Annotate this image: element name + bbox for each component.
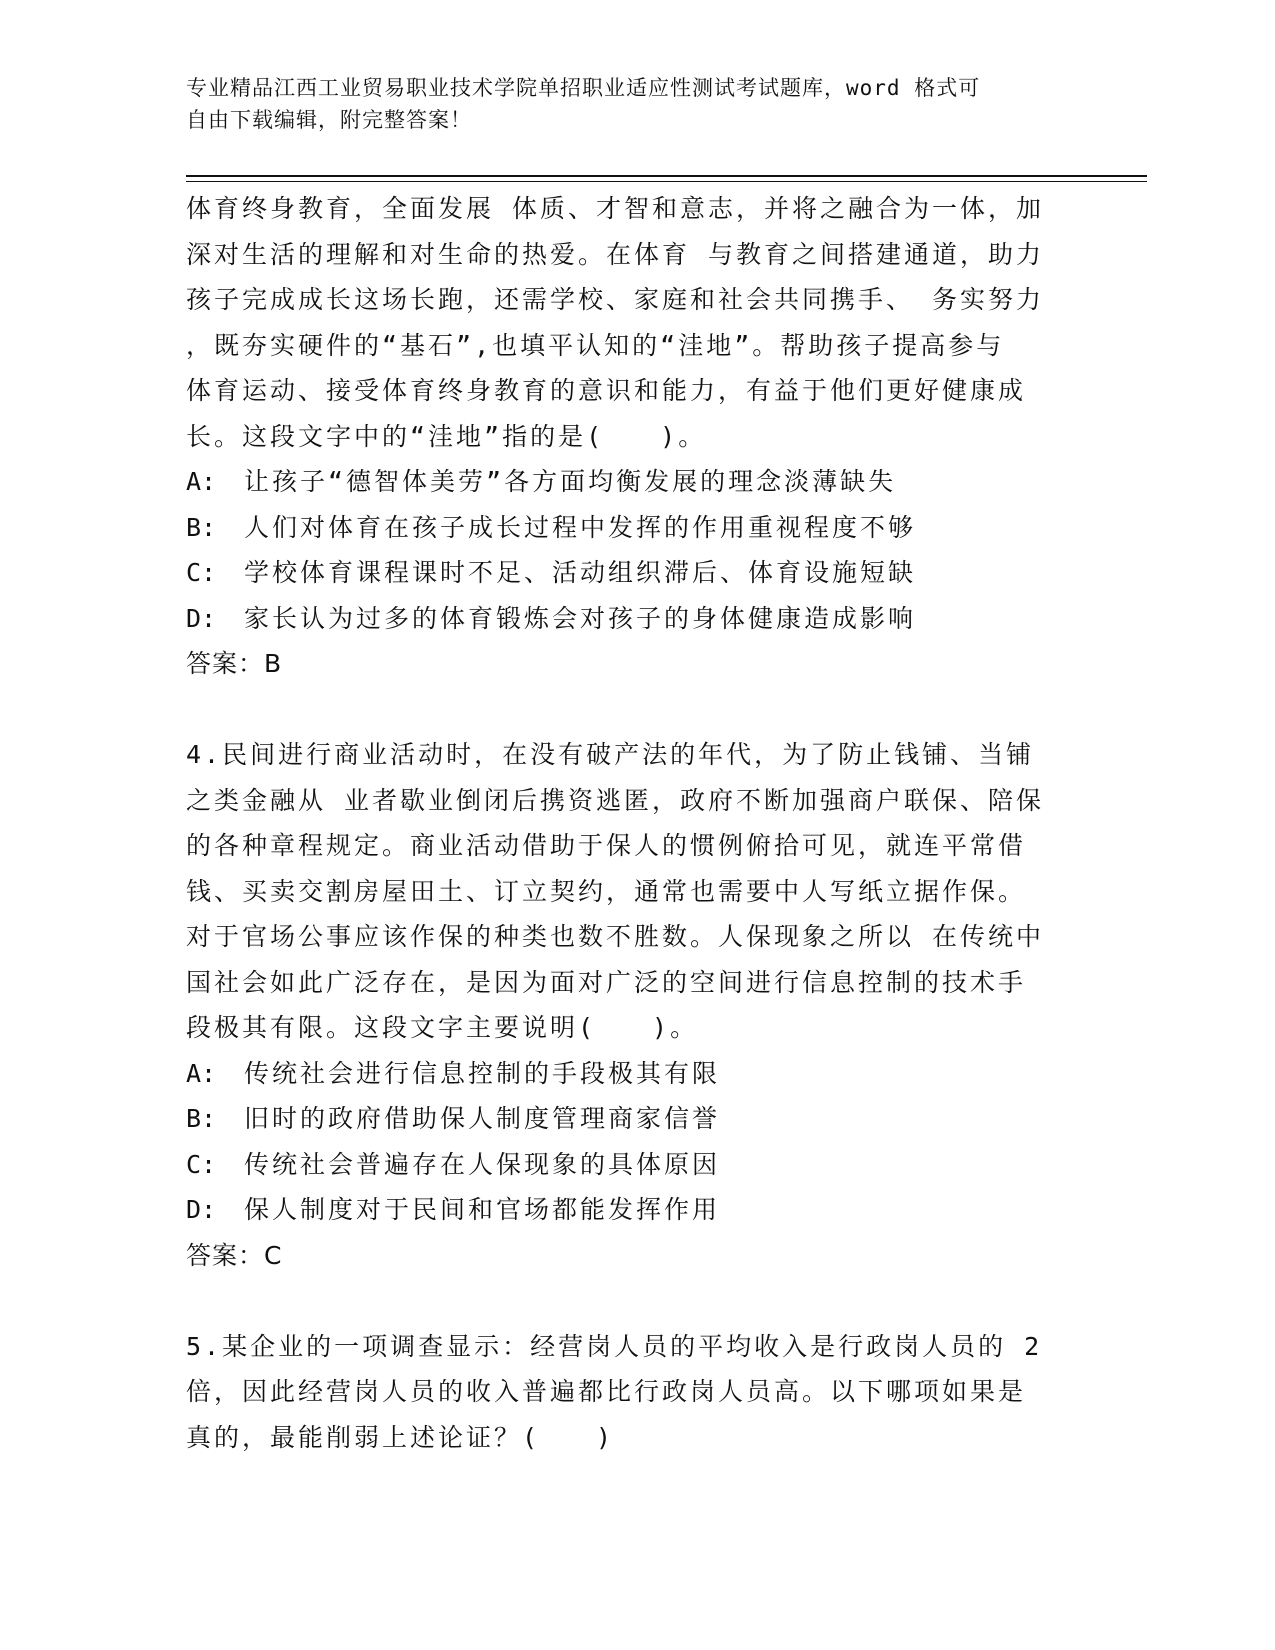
question-line: 5.某企业的一项调查显示：经营岗人员的平均收入是行政岗人员的 2 (186, 1331, 1043, 1361)
question-block-5 (186, 1324, 1066, 1461)
option-text: 学校体育课程课时不足、活动组织滞后、体育设施短缺 (244, 558, 917, 587)
question-line: 体育运动、接受体育终身教育的意识和能力，有益于他们更好健康成 (186, 376, 1027, 405)
question-line: 真的，最能削弱上述论证？( ) (186, 1422, 615, 1452)
question-line: 体育终身教育，全面发展 体质、才智和意志，并将之融合为一体，加 (186, 194, 1045, 223)
question-line: ，既夯实硬件的“基石”,也填平认知的“洼地”。帮助孩子提高参与 (186, 330, 1005, 360)
option-label: A: (186, 1058, 217, 1088)
question-line: 孩子完成成长这场长跑，还需学校、家庭和社会共同携手、 务实努力 (186, 285, 1045, 314)
question-line: 段极其有限。这段文字主要说明( )。 (186, 1013, 699, 1042)
option-b (186, 505, 1066, 551)
option-text: 旧时的政府借助保人制度管理商家信誉 (244, 1104, 721, 1133)
option-a (186, 459, 1066, 505)
option-label: D: (186, 1195, 217, 1224)
spacer (186, 687, 1066, 733)
option-c (186, 550, 1066, 596)
header-line-2: 自由下载编辑，附完整答案！ (186, 108, 472, 132)
question-line: 的各种章程规定。商业活动借助于保人的惯例俯拾可见，就连平常借 (186, 831, 1027, 860)
header-rule-thin (186, 181, 1147, 182)
option-label: A: (186, 467, 217, 496)
question-line: 长。这段文字中的“洼地”指的是( )。 (186, 421, 707, 451)
option-label: B: (186, 1104, 217, 1133)
option-d (186, 596, 1066, 642)
option-d (186, 1187, 1066, 1233)
option-b (186, 1096, 1066, 1142)
option-a (186, 1051, 1066, 1097)
question-content (186, 186, 1066, 1460)
option-c (186, 1142, 1066, 1188)
header-line-1: 专业精品江西工业贸易职业技术学院单招职业适应性测试考试题库，word 格式可 (186, 76, 981, 100)
option-text: 传统社会进行信息控制的手段极其有限 (244, 1058, 721, 1088)
question-line: 国社会如此广泛存在，是因为面对广泛的空间进行信息控制的技术手 (186, 967, 1027, 997)
option-text: 人们对体育在孩子成长过程中发挥的作用重视程度不够 (244, 512, 917, 542)
option-text: 传统社会普遍存在人保现象的具体原因 (244, 1149, 721, 1179)
spacer (186, 1278, 1066, 1324)
question-block-3 (186, 186, 1066, 687)
question-line: 4.民间进行商业活动时，在没有破产法的年代，为了防止钱铺、当铺 (186, 740, 1035, 769)
question-line: 之类金融从 业者歇业倒闭后携资逃匿，政府不断加强商户联保、陪保 (186, 785, 1045, 815)
option-label: C: (186, 558, 217, 587)
page-header (186, 72, 1076, 136)
question-line: 深对生活的理解和对生命的热爱。在体育 与教育之间搭建通道，助力 (186, 239, 1045, 269)
option-text: 让孩子“德智体美劳”各方面均衡发展的理念淡薄缺失 (244, 467, 897, 496)
answer-line: 答案：C (186, 1240, 283, 1270)
option-label: B: (186, 512, 217, 542)
question-line: 对于官场公事应该作保的种类也数不胜数。人保现象之所以 在传统中 (186, 922, 1045, 951)
option-label: D: (186, 603, 217, 633)
question-block-4 (186, 732, 1066, 1278)
question-line: 倍，因此经营岗人员的收入普遍都比行政岗人员高。以下哪项如果是 (186, 1377, 1027, 1406)
answer-line: 答案：B (186, 649, 283, 678)
option-label: C: (186, 1149, 217, 1179)
option-text: 家长认为过多的体育锻炼会对孩子的身体健康造成影响 (244, 603, 917, 633)
option-text: 保人制度对于民间和官场都能发挥作用 (244, 1195, 721, 1224)
header-rule-thick (186, 175, 1147, 177)
question-line: 钱、买卖交割房屋田土、订立契约，通常也需要中人写纸立据作保。 (186, 876, 1027, 906)
